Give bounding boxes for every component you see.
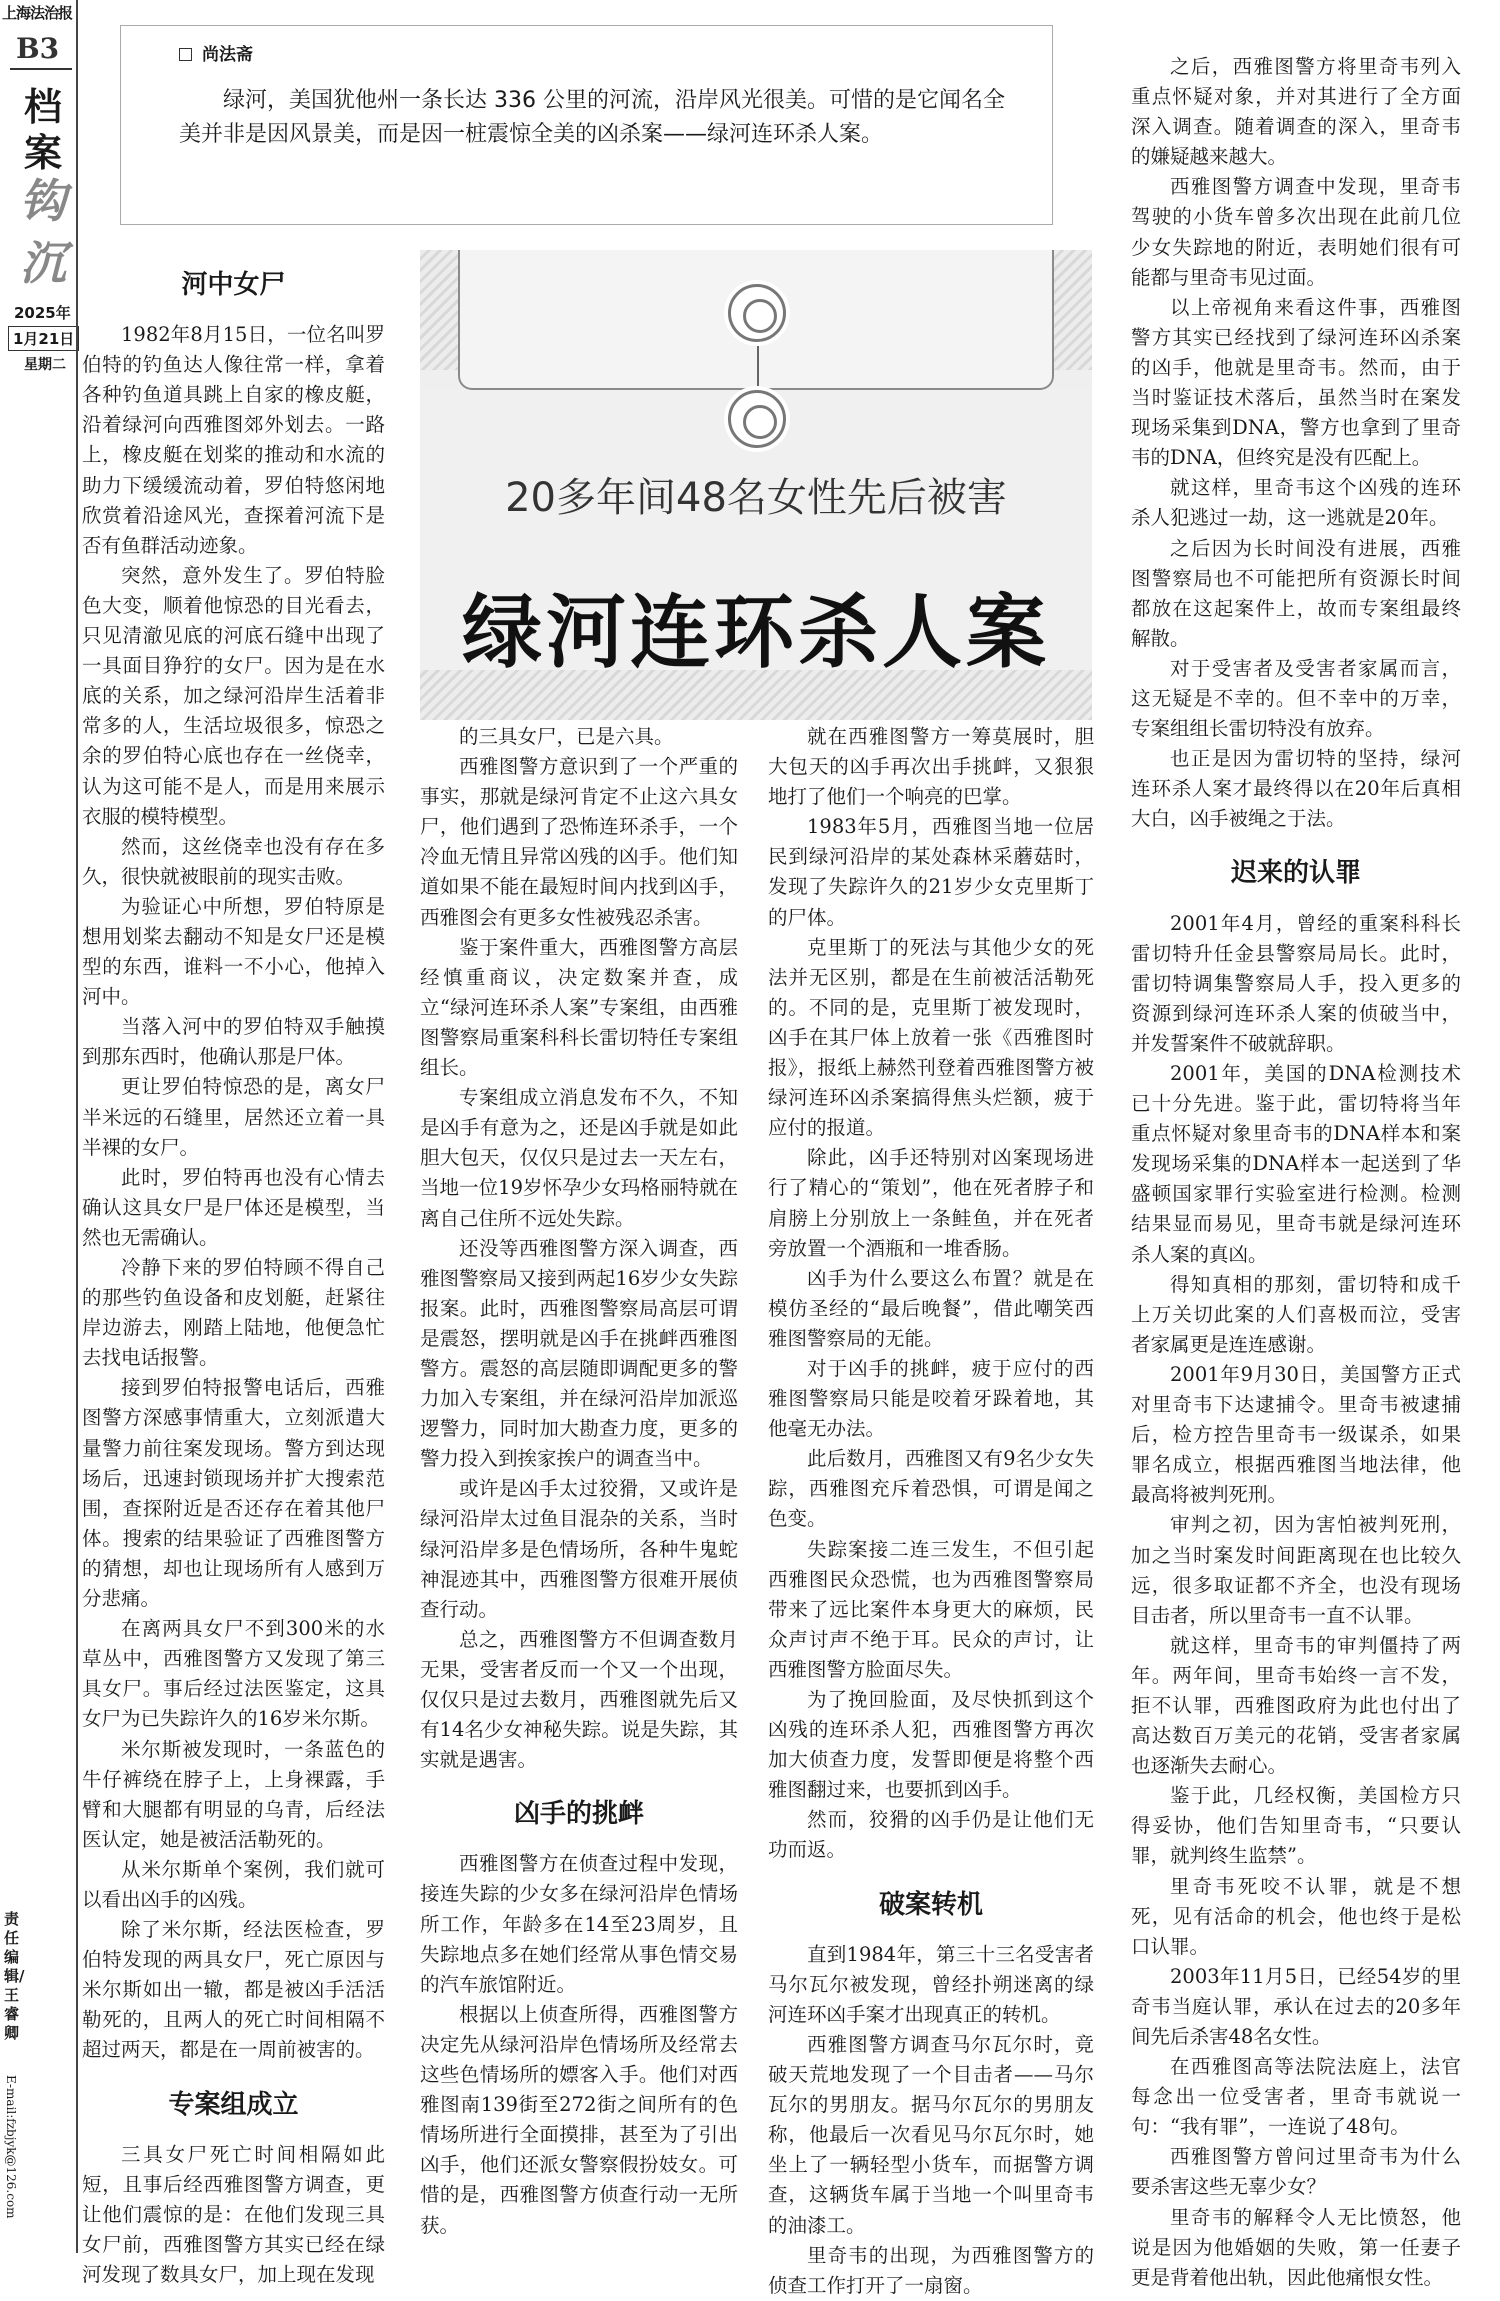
paragraph: 为验证心中所想，罗伯特原是想用划桨去翻动不知是女尸还是模型的东西，谁料一不小心，他掉入河中。: [82, 894, 385, 1009]
paragraph: 审判之初，因为害怕被判死刑，加之当时案发时间距离现在也比较久远，很多取证都不齐全，也没有现场目击者，所以里奇韦一直不认罪。: [1131, 1513, 1461, 1627]
intro-text: 绿河，美国犹他州一条长达 336 公里的河流，沿岸风光很美。可惜的是它闻名全美并非是因风景美，而是因一桩震惊全美的凶杀案——绿河连环杀人案。: [179, 88, 1005, 147]
paragraph: 除此，凶手还特别对凶案现场进行了精心的“策划”，他在死者脖子和肩膀上分别放上一条鲑鱼，并在死者旁放置一个酒瓶和一堆香肠。: [768, 1146, 1094, 1260]
paragraph: 当落入河中的罗伯特双手触摸到那东西时，他确认那是尸体。: [82, 1015, 385, 1069]
paragraph: 就在西雅图警方一筹莫展时，胆大包天的凶手再次出手挑衅，又狠狠地打了他们一个响亮的巴掌。: [768, 725, 1094, 809]
paragraph: 1983年5月，西雅图当地一位居民到绿河沿岸的某处森林采蘑菇时，发现了失踪许久的21岁少女克里斯丁的尸体。: [768, 815, 1094, 929]
paragraph: 或许是凶手太过狡猾，又或许是绿河沿岸太过鱼目混杂的关系，当时绿河沿岸多是色情场所，各种牛鬼蛇神混迹其中，西雅图警方很难开展侦查行动。: [420, 1477, 738, 1621]
paragraph: 此后数月，西雅图又有9名少女失踪，西雅图充斥着恐惧，可谓是闻之色变。: [768, 1447, 1094, 1531]
paragraph: 突然，意外发生了。罗伯特脸色大变，顺着他惊恐的目光看去，只见清澈见底的河底石缝中出现了一具面目狰狞的女尸。因为是在水底的关系，加之绿河沿岸生活着非常多的人，生活垃圾很多，惊恐之余的罗伯特心底也存在一丝侥幸，认为这可能不是人，而是用来展示衣服的模特模型。: [82, 563, 385, 828]
paragraph: 除了米尔斯，经法医检查，罗伯特发现的两具女尸，死亡原因与米尔斯如出一辙，都是被凶手活活勒死的，且两人的死亡时间相隔不超过两天，都是在一周前被害的。: [82, 1918, 385, 2062]
paragraph: 也正是因为雷切特的坚持，绿河连环杀人案才最终得以在20年后真相大白，凶手被绳之于法。: [1131, 747, 1461, 831]
paragraph: 2001年，美国的DNA检测技术已十分先进。鉴于此，雷切特将当年重点怀疑对象里奇韦的DNA样本和案发现场采集的DNA样本一起送到了华盛顿国家罪行实验室进行检测。检测结果显而易见，里奇韦就是绿河连环杀人案的真凶。: [1131, 1062, 1461, 1266]
paragraph: 冷静下来的罗伯特顾不得自己的那些钓鱼设备和皮划艇，赶紧往岸边游去，刚踏上陆地，他便急忙去找电话报警。: [82, 1256, 385, 1370]
column-subname: 钩沉: [20, 174, 66, 290]
column-1-paragraphs-2: [82, 2140, 385, 2290]
paragraph: 里奇韦的解释令人无比愤怒，他说是因为他婚姻的失败，第一任妻子更是背着他出轨，因此他痛恨女性。: [1131, 2205, 1461, 2289]
paragraph: 西雅图警方调查马尔瓦尔时，竟破天荒地发现了一个目击者——马尔瓦尔的男朋友。据马尔瓦尔的男朋友称，他最后一次看见马尔瓦尔时，她坐上了一辆轻型小货车，而据警方调查，这辆货车属于当地一个叫里奇韦的油漆工。: [768, 2032, 1094, 2237]
envelope-button-icon: [728, 390, 786, 448]
paragraph: 专案组成立消息发布不久，不知是凶手有意为之，还是凶手就是如此胆大包天，仅仅只是过去一天左右，当地一位19岁怀孕少女玛格丽特就在离自己住所不远处失踪。: [420, 1086, 738, 1230]
paragraph: 根据以上侦查所得，西雅图警方决定先从绿河沿岸色情场所及经常去这些色情场所的嫖客入手。他们对西雅图南139街至272街之间所有的色情场所进行全面摸排，甚至为了引出凶手，他们还派女警察假扮妓女。可惜的是，西雅图警方侦查行动一无所获。: [420, 2002, 738, 2237]
article-column-4: [1131, 52, 1461, 2293]
paragraph: 为了挽回脸面，及尽快抓到这个凶残的连环杀人犯，西雅图警方再次加大侦查力度，发誓即便是将整个西雅图翻过来，也要抓到凶手。: [768, 1688, 1094, 1802]
article-column-1: [82, 270, 385, 2290]
issue-year: 2025年: [14, 304, 71, 322]
section-heading: 破案转机: [878, 1889, 983, 1920]
paragraph: 然而，这丝侥幸也没有存在多久，很快就被眼前的现实击败。: [82, 834, 385, 888]
headline-subtitle: 20多年间48名女性先后被害: [505, 475, 1007, 521]
paragraph: 失踪案接二连三发生，不但引起西雅图民众恐慌，也为西雅图警察局带来了远比案件本身更大的麻烦，民众声讨声不绝于耳。民众的声讨，让西雅图警方脸面尽失。: [768, 1537, 1094, 1681]
paragraph: 对于受害者及受害者家属而言，这无疑是不幸的。但不幸中的万幸，专案组组长雷切特没有放弃。: [1131, 656, 1461, 741]
paragraph: 以上帝视角来看这件事，西雅图警方其实已经找到了绿河连环凶杀案的凶手，他就是里奇韦。然而，由于当时鉴证技术落后，虽然当时在案发现场采集到DNA，警方也拿到了里奇韦的DNA，但终究是没有匹配上。: [1131, 295, 1461, 470]
paragraph: 就这样，里奇韦这个凶残的连环杀人犯逃过一劫，这一逃就是20年。: [1131, 476, 1461, 530]
paragraph: 里奇韦的出现，为西雅图警方的侦查工作打开了一扇窗。: [768, 2243, 1094, 2297]
paragraph: 此时，罗伯特再也没有心情去确认这具女尸是尸体还是模型，当然也无需确认。: [82, 1165, 385, 1249]
paragraph: 还没等西雅图警方深入调查，西雅图警察局又接到两起16岁少女失踪报案。此时，西雅图警察局高层可谓是震怒，摆明就是凶手在挑衅西雅图警方。震怒的高层随即调配更多的警力加入专案组，并在绿河沿岸加派巡逻警力，同时加大勘查力度，更多的警力投入到挨家挨户的调查当中。: [420, 1236, 738, 1471]
paragraph: 鉴于案件重大，西雅图警方高层经慎重商议，决定数案并查，成立“绿河连环杀人案”专案组，由西雅图警察局重案科科长雷切特任专案组组长。: [420, 935, 738, 1080]
article-column-3: [768, 722, 1094, 2301]
paragraph: 接到罗伯特报警电话后，西雅图警方深感事情重大，立刻派遣大量警力前往案发现场。警方到达现场后，迅速封锁现场并扩大搜索范围，查探附近是否还存在着其他尸体。搜索的结果验证了西雅图警方的猜想，却也让现场所有人感到万分悲痛。: [82, 1376, 385, 1611]
headline-title: 绿河连环杀人案: [462, 585, 1050, 679]
paragraph: 鉴于此，几经权衡，美国检方只得妥协，他们告知里奇韦，“只要认罪，就判终生监禁”。: [1131, 1784, 1461, 1868]
paragraph: 在离两具女尸不到300米的水草丛中，西雅图警方又发现了第三具女尸。事后经过法医鉴定，这具女尸为已失踪许久的16岁米尔斯。: [82, 1617, 385, 1731]
divider: [10, 68, 72, 70]
article-column-2: [420, 722, 738, 2241]
paragraph: 对于凶手的挑衅，疲于应付的西雅图警察局只能是咬着牙跺着地，其他毫无办法。: [768, 1356, 1094, 1441]
column-4-paragraphs-2: [1131, 909, 1461, 2293]
paragraph: 得知真相的那刻，雷切特和成千上万关切此案的人们喜极而泣，受害者家属更是连连感谢。: [1131, 1272, 1461, 1356]
paragraph: 1982年8月15日，一位名叫罗伯特的钓鱼达人像往常一样，拿着各种钓鱼道具跳上自家的橡皮艇，沿着绿河向西雅图郊外划去。一路上，橡皮艇在划桨的推动和水流的助力下缓缓流动着，罗伯特悠闲地欣赏着沿途风光，查探着河流下是否有鱼群活动迹象。: [82, 323, 385, 557]
section-heading: 迟来的认罪: [1230, 858, 1361, 889]
sidebar-divider: [76, 0, 78, 2253]
intro-tag-label: 尚法斋: [202, 45, 253, 65]
paragraph: 就这样，里奇韦的审判僵持了两年。两年间，里奇韦始终一言不发，拒不认罪，西雅图政府为此也付出了高达数百万美元的花销，受害者家属也逐渐失去耐心。: [1131, 1633, 1461, 1778]
issue-date: 1月21日: [8, 326, 79, 351]
column-2-paragraphs-2: [420, 1849, 738, 2240]
headline-artwork: [420, 250, 1092, 720]
paragraph: 在西雅图高等法院法庭上，法官每念出一位受害者，里奇韦就说一句：“我有罪”，一连说了48句。: [1131, 2055, 1461, 2139]
page-number: B3: [16, 32, 60, 65]
column-3-paragraphs: [768, 722, 1094, 1866]
editor-email: E-mail:fzbjyk@126.com: [4, 2075, 18, 2219]
paragraph: 三具女尸死亡时间相隔如此短，且事后经西雅图警方调查，更让他们震惊的是：在他们发现三具女尸前，西雅图警方其实已经在绿河发现了数具女尸，加上现在发现: [82, 2142, 385, 2286]
paragraph: 2001年4月，曾经的重案科科长雷切特升任金县警察局局长。此时，雷切特调集警察局人手，投入更多的资源到绿河连环杀人案的侦破当中，并发誓案件不破就辞职。: [1131, 911, 1461, 1055]
masthead-sidebar: [0, 0, 82, 2253]
issue-weekday: 星期二: [24, 357, 66, 373]
paragraph: 直到1984年，第三十三名受害者马尔瓦尔被发现，曾经扑朔迷离的绿河连环凶手案才出现真正的转机。: [768, 1942, 1094, 2026]
paragraph: 总之，西雅图警方不但调查数月无果，受害者反而一个又一个出现，仅仅只是过去数月，西雅图就先后又有14名少女神秘失踪。说是失踪，其实就是遇害。: [420, 1627, 738, 1772]
paragraph: 米尔斯被发现时，一条蓝色的牛仔裤绕在脖子上，上身裸露，手臂和大腿都有明显的乌青，后经法医认定，她是被活活勒死的。: [82, 1737, 385, 1851]
paragraph: 之后，西雅图警方将里奇韦列入重点怀疑对象，并对其进行了全方面深入调查。随着调查的深入，里奇韦的嫌疑越来越大。: [1131, 55, 1461, 169]
paragraph: 西雅图警方在侦查过程中发现，接连失踪的少女多在绿河沿岸色情场所工作，年龄多在14至23周岁，且失踪地点多在她们经常从事色情交易的汽车旅馆附近。: [420, 1852, 738, 1996]
section-heading: 专案组成立: [168, 2089, 299, 2120]
paragraph: 从米尔斯单个案例，我们就可以看出凶手的凶残。: [82, 1857, 385, 1911]
column-1-paragraphs: [82, 320, 385, 2065]
section-heading: 河中女尸: [181, 270, 286, 300]
intro-box: [120, 25, 1053, 225]
column-name: 档案: [23, 84, 62, 175]
column-2-paragraphs: [420, 722, 738, 1775]
paragraph: 2003年11月5日，已经54岁的里奇韦当庭认罪，承认在过去的20多年间先后杀害48名女性。: [1131, 1964, 1461, 2048]
paragraph: 里奇韦死咬不认罪，就是不想死，见有活命的机会，他也终于是松口认罪。: [1131, 1874, 1461, 1958]
square-icon: [179, 48, 192, 61]
envelope-button-icon: [728, 284, 786, 342]
paragraph: 然而，狡猾的凶手仍是让他们无功而返。: [768, 1808, 1094, 1862]
column-4-paragraphs: [1131, 52, 1461, 834]
paragraph: 的三具女尸，已是六具。: [459, 725, 674, 748]
paragraph: 克里斯丁的死法与其他少女的死法并无区别，都是在生前被活活勒死的。不同的是，克里斯丁被发现时，凶手在其尸体上放着一张《西雅图时报》，报纸上赫然刊登着西雅图警方被绿河连环凶杀案搞得焦头烂额，疲于应付的报道。: [768, 935, 1094, 1140]
newspaper-logo: 上海法治报: [2, 4, 73, 22]
paragraph: 西雅图警方曾问过里奇韦为什么要杀害这些无辜少女？: [1131, 2145, 1461, 2199]
paragraph: 之后因为长时间没有进展，西雅图警察局也不可能把所有资源长时间都放在这起案件上，故而专案组最终解散。: [1131, 536, 1461, 650]
intro-tag: [179, 40, 253, 65]
editor-credit: 责任编辑/王睿卿: [4, 1910, 25, 2042]
paragraph: 西雅图警方调查中发现，里奇韦驾驶的小货车曾多次出现在此前几位少女失踪地的附近，表明她们很有可能都与里奇韦见过面。: [1131, 175, 1461, 289]
column-3-paragraphs-2: [768, 1940, 1094, 2301]
paragraph: 西雅图警方意识到了一个严重的事实，那就是绿河肯定不止这六具女尸，他们遇到了恐怖连环杀手，一个冷血无情且异常凶残的凶手。他们知道如果不能在最短时间内找到凶手，西雅图会有更多女性被残忍杀害。: [420, 755, 738, 929]
section-heading: 凶手的挑衅: [513, 1799, 644, 1830]
paragraph: 凶手为什么要这么布置？就是在模仿圣经的“最后晚餐”，借此嘲笑西雅图警察局的无能。: [768, 1266, 1094, 1350]
paragraph: 2001年9月30日，美国警方正式对里奇韦下达逮捕令。里奇韦被逮捕后，检方控告里奇韦一级谋杀，如果罪名成立，根据西雅图当地法律，他最高将被判死刑。: [1131, 1362, 1461, 1507]
paragraph: 更让罗伯特惊恐的是，离女尸半米远的石缝里，居然还立着一具半裸的女尸。: [82, 1075, 385, 1159]
